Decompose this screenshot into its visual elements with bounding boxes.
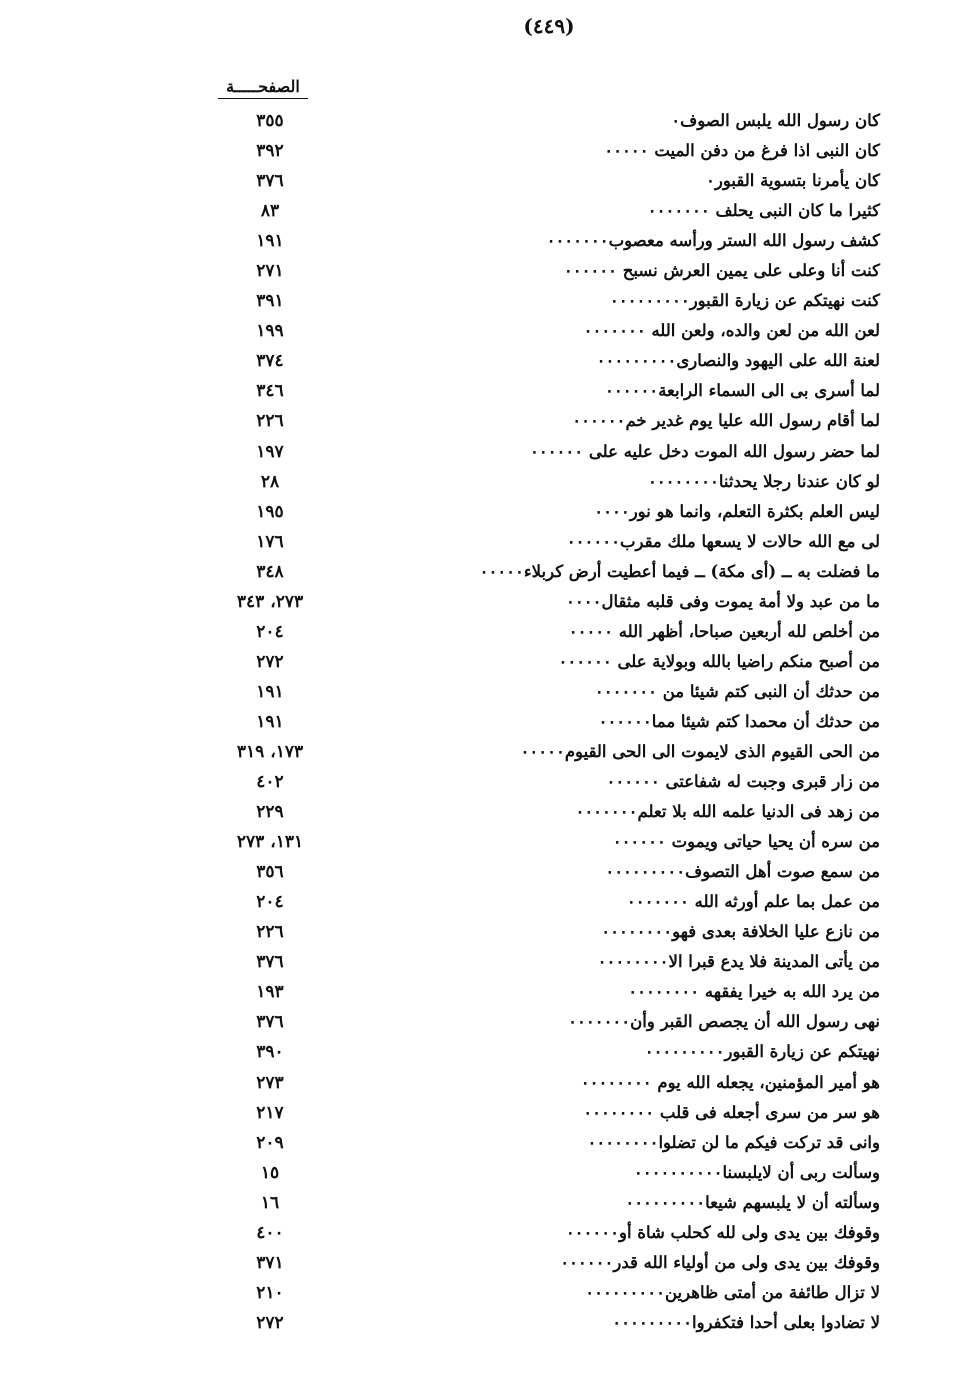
index-row bbox=[200, 887, 880, 917]
page-reference: ٣٩١ bbox=[256, 291, 284, 312]
index-row bbox=[200, 557, 880, 587]
index-row bbox=[200, 286, 880, 316]
page-reference: ٤٠٠ bbox=[256, 1222, 284, 1243]
index-row bbox=[200, 1278, 880, 1308]
index-row bbox=[200, 527, 880, 557]
hadith-incipit: كنت نهيتكم عن زيارة القبور٠٠٠٠٠٠٠٠٠ bbox=[609, 291, 880, 311]
page-number: (٤٤٩) bbox=[523, 14, 575, 38]
page-reference: ١٥ bbox=[260, 1162, 280, 1183]
page-reference: ٢٠٤ bbox=[256, 621, 284, 642]
index-row bbox=[200, 437, 880, 467]
hadith-incipit: من زار قبرى وجبت له شفاعتى ٠٠٠٠٠٠ bbox=[606, 772, 880, 792]
index-row bbox=[200, 917, 880, 947]
hadith-incipit: نهى رسول الله أن يجصص القبر وأن٠٠٠٠٠٠٠ bbox=[568, 1012, 880, 1032]
index-row bbox=[200, 196, 880, 226]
page-reference: ٣٥٦ bbox=[256, 862, 284, 883]
hadith-incipit: لا تضادوا بعلى أحدا فتكفروا٠٠٠٠٠٠٠٠٠ bbox=[612, 1312, 880, 1332]
index-row bbox=[200, 136, 880, 166]
page-reference: ٢٧٣، ٣٤٣ bbox=[236, 591, 304, 612]
hadith-incipit: من أخلص لله أربعين صباحا، أظهر الله ٠٠٠٠٠ bbox=[568, 621, 880, 641]
page-reference: ١٧٦ bbox=[256, 531, 284, 552]
hadith-incipit: ما فضلت به ــ (أى مكة) ــ فيما أعطيت أرض كربلاء٠٠٠٠٠ bbox=[479, 561, 880, 581]
page-reference: ٣٧٦ bbox=[256, 952, 284, 973]
hadith-incipit: لعن الله من لعن والده، ولعن الله ٠٠٠٠٠٠٠ bbox=[583, 321, 880, 341]
page-reference: ٣٤٦ bbox=[256, 381, 284, 402]
hadith-incipit: ما من عبد ولا أمة يموت وفى قلبه مثقال٠٠٠٠ bbox=[566, 591, 880, 611]
page-reference: ٢٢٦ bbox=[256, 922, 284, 943]
index-row bbox=[200, 1158, 880, 1188]
index-row bbox=[200, 226, 880, 256]
page-reference: ٢٨ bbox=[260, 471, 280, 492]
index-row bbox=[200, 977, 880, 1007]
page-reference: ٢٠٩ bbox=[256, 1132, 284, 1153]
page-reference: ١٩٣ bbox=[256, 982, 284, 1003]
index-row bbox=[200, 797, 880, 827]
page-reference: ٣٥٥ bbox=[256, 111, 284, 131]
hadith-incipit: هو سر من سرى أجعله فى قلب ٠٠٠٠٠٠٠٠ bbox=[583, 1102, 880, 1122]
hadith-incipit: كشف رسول الله الستر ورأسه معصوب٠٠٠٠٠٠٠ bbox=[546, 231, 880, 251]
page-reference: ٢٧٢ bbox=[256, 1312, 284, 1333]
hadith-incipit: من يأتى المدينة فلا يدع قبرا الا٠٠٠٠٠٠٠٠ bbox=[597, 952, 880, 972]
page-reference: ٢١٠ bbox=[256, 1282, 284, 1303]
page-reference: ٢٢٩ bbox=[256, 802, 284, 823]
hadith-incipit: لعنة الله على اليهود والنصارى٠٠٠٠٠٠٠٠٠ bbox=[596, 351, 880, 371]
page-reference: ١٣١، ٢٧٣ bbox=[236, 832, 304, 853]
hadith-incipit: لو كان عندنا رجلا يحدثنا٠٠٠٠٠٠٠٠ bbox=[647, 471, 880, 491]
page-reference: ٣٩٠ bbox=[256, 1042, 284, 1063]
index-row bbox=[200, 677, 880, 707]
index-row bbox=[200, 857, 880, 887]
index-row bbox=[200, 947, 880, 977]
page-reference: ١٩١ bbox=[256, 681, 284, 702]
page-reference: ١٦ bbox=[260, 1192, 280, 1213]
index-row bbox=[200, 1218, 880, 1248]
hadith-incipit: من سمع صوت أهل التصوف٠٠٠٠٠٠٠٠٠ bbox=[605, 862, 880, 882]
page-reference: ٣٧٦ bbox=[256, 171, 284, 192]
index-row bbox=[200, 707, 880, 737]
hadith-incipit: من سره أن يحيا حياتى ويموت ٠٠٠٠٠٠ bbox=[612, 832, 880, 852]
page-reference: ٣٧١ bbox=[256, 1252, 284, 1273]
index-row bbox=[200, 1037, 880, 1067]
page-reference: ٢٧٢ bbox=[256, 651, 284, 672]
page-reference: ١٩٥ bbox=[256, 501, 284, 522]
hadith-incipit: وسألته أن لا يلبسهم شيعا٠٠٠٠٠٠٠٠٠ bbox=[625, 1192, 880, 1212]
page-reference: ٢٢٦ bbox=[256, 411, 284, 432]
index-row bbox=[200, 497, 880, 527]
hadith-incipit: نهيتكم عن زيارة القبور٠٠٠٠٠٠٠٠٠ bbox=[644, 1042, 880, 1062]
hadith-incipit: لما حضر رسول الله الموت دخل عليه على ٠٠٠٠٠٠ bbox=[529, 441, 880, 461]
index-row bbox=[200, 587, 880, 617]
index-row bbox=[200, 406, 880, 436]
hadith-incipit: هو أمير المؤمنين، يجعله الله يوم ٠٠٠٠٠٠٠٠ bbox=[580, 1072, 880, 1092]
hadith-incipit: من عمل بما علم أورثه الله ٠٠٠٠٠٠٠ bbox=[626, 892, 880, 912]
index-row bbox=[200, 376, 880, 406]
hadith-incipit: لما أقام رسول الله عليا يوم غدير خم٠٠٠٠٠٠ bbox=[572, 411, 880, 431]
hadith-incipit: من أصبح منكم راضيا بالله وبولاية على ٠٠٠٠٠٠ bbox=[558, 651, 880, 671]
index-row bbox=[200, 1308, 880, 1338]
hadith-incipit: من حدثك أن محمدا كتم شيئا مما٠٠٠٠٠٠ bbox=[598, 711, 880, 731]
page-reference: ٢٧٣ bbox=[256, 1072, 284, 1093]
index-row bbox=[200, 737, 880, 767]
index-row bbox=[200, 617, 880, 647]
hadith-incipit: كنت أنا وعلى على يمين العرش نسبح ٠٠٠٠٠٠ bbox=[563, 261, 880, 281]
page-reference: ٣٧٤ bbox=[256, 351, 284, 372]
hadith-incipit: ليس العلم بكثرة التعلم، وانما هو نور٠٠٠٠ bbox=[594, 501, 880, 521]
page-reference: ١٩١ bbox=[256, 231, 284, 252]
page-reference: ١٩٩ bbox=[256, 321, 284, 342]
index-row bbox=[200, 256, 880, 286]
index-row bbox=[200, 1098, 880, 1128]
hadith-incipit: وانى قد تركت فيكم ما لن تضلوا٠٠٠٠٠٠٠٠ bbox=[587, 1132, 880, 1152]
index-row bbox=[200, 827, 880, 857]
index-row bbox=[200, 467, 880, 497]
index-row bbox=[200, 1188, 880, 1218]
page-reference: ٤٠٢ bbox=[256, 772, 284, 793]
page-reference: ٨٣ bbox=[260, 201, 280, 222]
hadith-incipit: كان رسول الله يلبس الصوف٠ bbox=[671, 111, 880, 130]
page-column-header: الصفحـــــة bbox=[218, 76, 308, 99]
hadith-incipit: لما أسرى بى الى السماء الرابعة٠٠٠٠٠٠ bbox=[605, 381, 880, 401]
index-row bbox=[200, 1248, 880, 1278]
page-reference: ١٩٧ bbox=[256, 441, 284, 462]
hadith-incipit: كان يأمرنا بتسوية القبور٠ bbox=[706, 171, 880, 191]
index-row bbox=[200, 1068, 880, 1098]
index-row bbox=[200, 647, 880, 677]
hadith-incipit: لا تزال طائفة من أمتى ظاهرين٠٠٠٠٠٠٠٠٠ bbox=[585, 1282, 880, 1302]
page-reference: ٣٧٦ bbox=[256, 1012, 284, 1033]
index-row bbox=[200, 1128, 880, 1158]
hadith-incipit: من يرد الله به خيرا يفقهه ٠٠٠٠٠٠٠٠ bbox=[628, 982, 880, 1002]
hadith-incipit: من زهد فى الدنيا علمه الله بلا تعلم٠٠٠٠٠٠٠ bbox=[575, 802, 880, 822]
index-row bbox=[200, 316, 880, 346]
page-reference: ١٩١ bbox=[256, 711, 284, 732]
page-reference: ٢١٧ bbox=[256, 1102, 284, 1123]
index-row bbox=[200, 767, 880, 797]
page-reference: ٢٠٤ bbox=[256, 892, 284, 913]
page-reference: ٢٧١ bbox=[256, 261, 284, 282]
index-row bbox=[200, 166, 880, 196]
hadith-incipit: وقوفك بين يدى ولى من أولياء الله قدر٠٠٠٠٠٠ bbox=[560, 1252, 880, 1272]
hadith-incipit: من الحى القيوم الذى لايموت الى الحى القيوم٠٠٠٠٠ bbox=[520, 741, 880, 761]
hadith-incipit: وقوفك بين يدى ولى لله كحلب شاة أو٠٠٠٠٠٠ bbox=[565, 1222, 880, 1242]
index-list bbox=[200, 106, 880, 1338]
hadith-incipit: كثيرا ما كان النبى يحلف ٠٠٠٠٠٠٠ bbox=[647, 201, 880, 221]
hadith-incipit: من نازع عليا الخلافة بعدى فهو٠٠٠٠٠٠٠٠ bbox=[601, 922, 880, 942]
page-reference: ١٧٣، ٣١٩ bbox=[236, 741, 304, 762]
hadith-incipit: كان النبى اذا فرغ من دفن الميت ٠٠٠٠٠ bbox=[604, 141, 880, 161]
hadith-incipit: وسألت ربى أن لايلبسنا٠٠٠٠٠٠٠٠٠٠ bbox=[633, 1162, 880, 1182]
index-row bbox=[200, 106, 880, 136]
hadith-incipit: من حدثك أن النبى كتم شيئا من ٠٠٠٠٠٠٠ bbox=[594, 681, 880, 701]
index-row bbox=[200, 1007, 880, 1037]
index-row bbox=[200, 346, 880, 376]
page-reference: ٣٩٢ bbox=[256, 141, 284, 162]
page-reference: ٣٤٨ bbox=[256, 561, 284, 582]
hadith-incipit: لى مع الله حالات لا يسعها ملك مقرب٠٠٠٠٠٠ bbox=[566, 531, 880, 551]
